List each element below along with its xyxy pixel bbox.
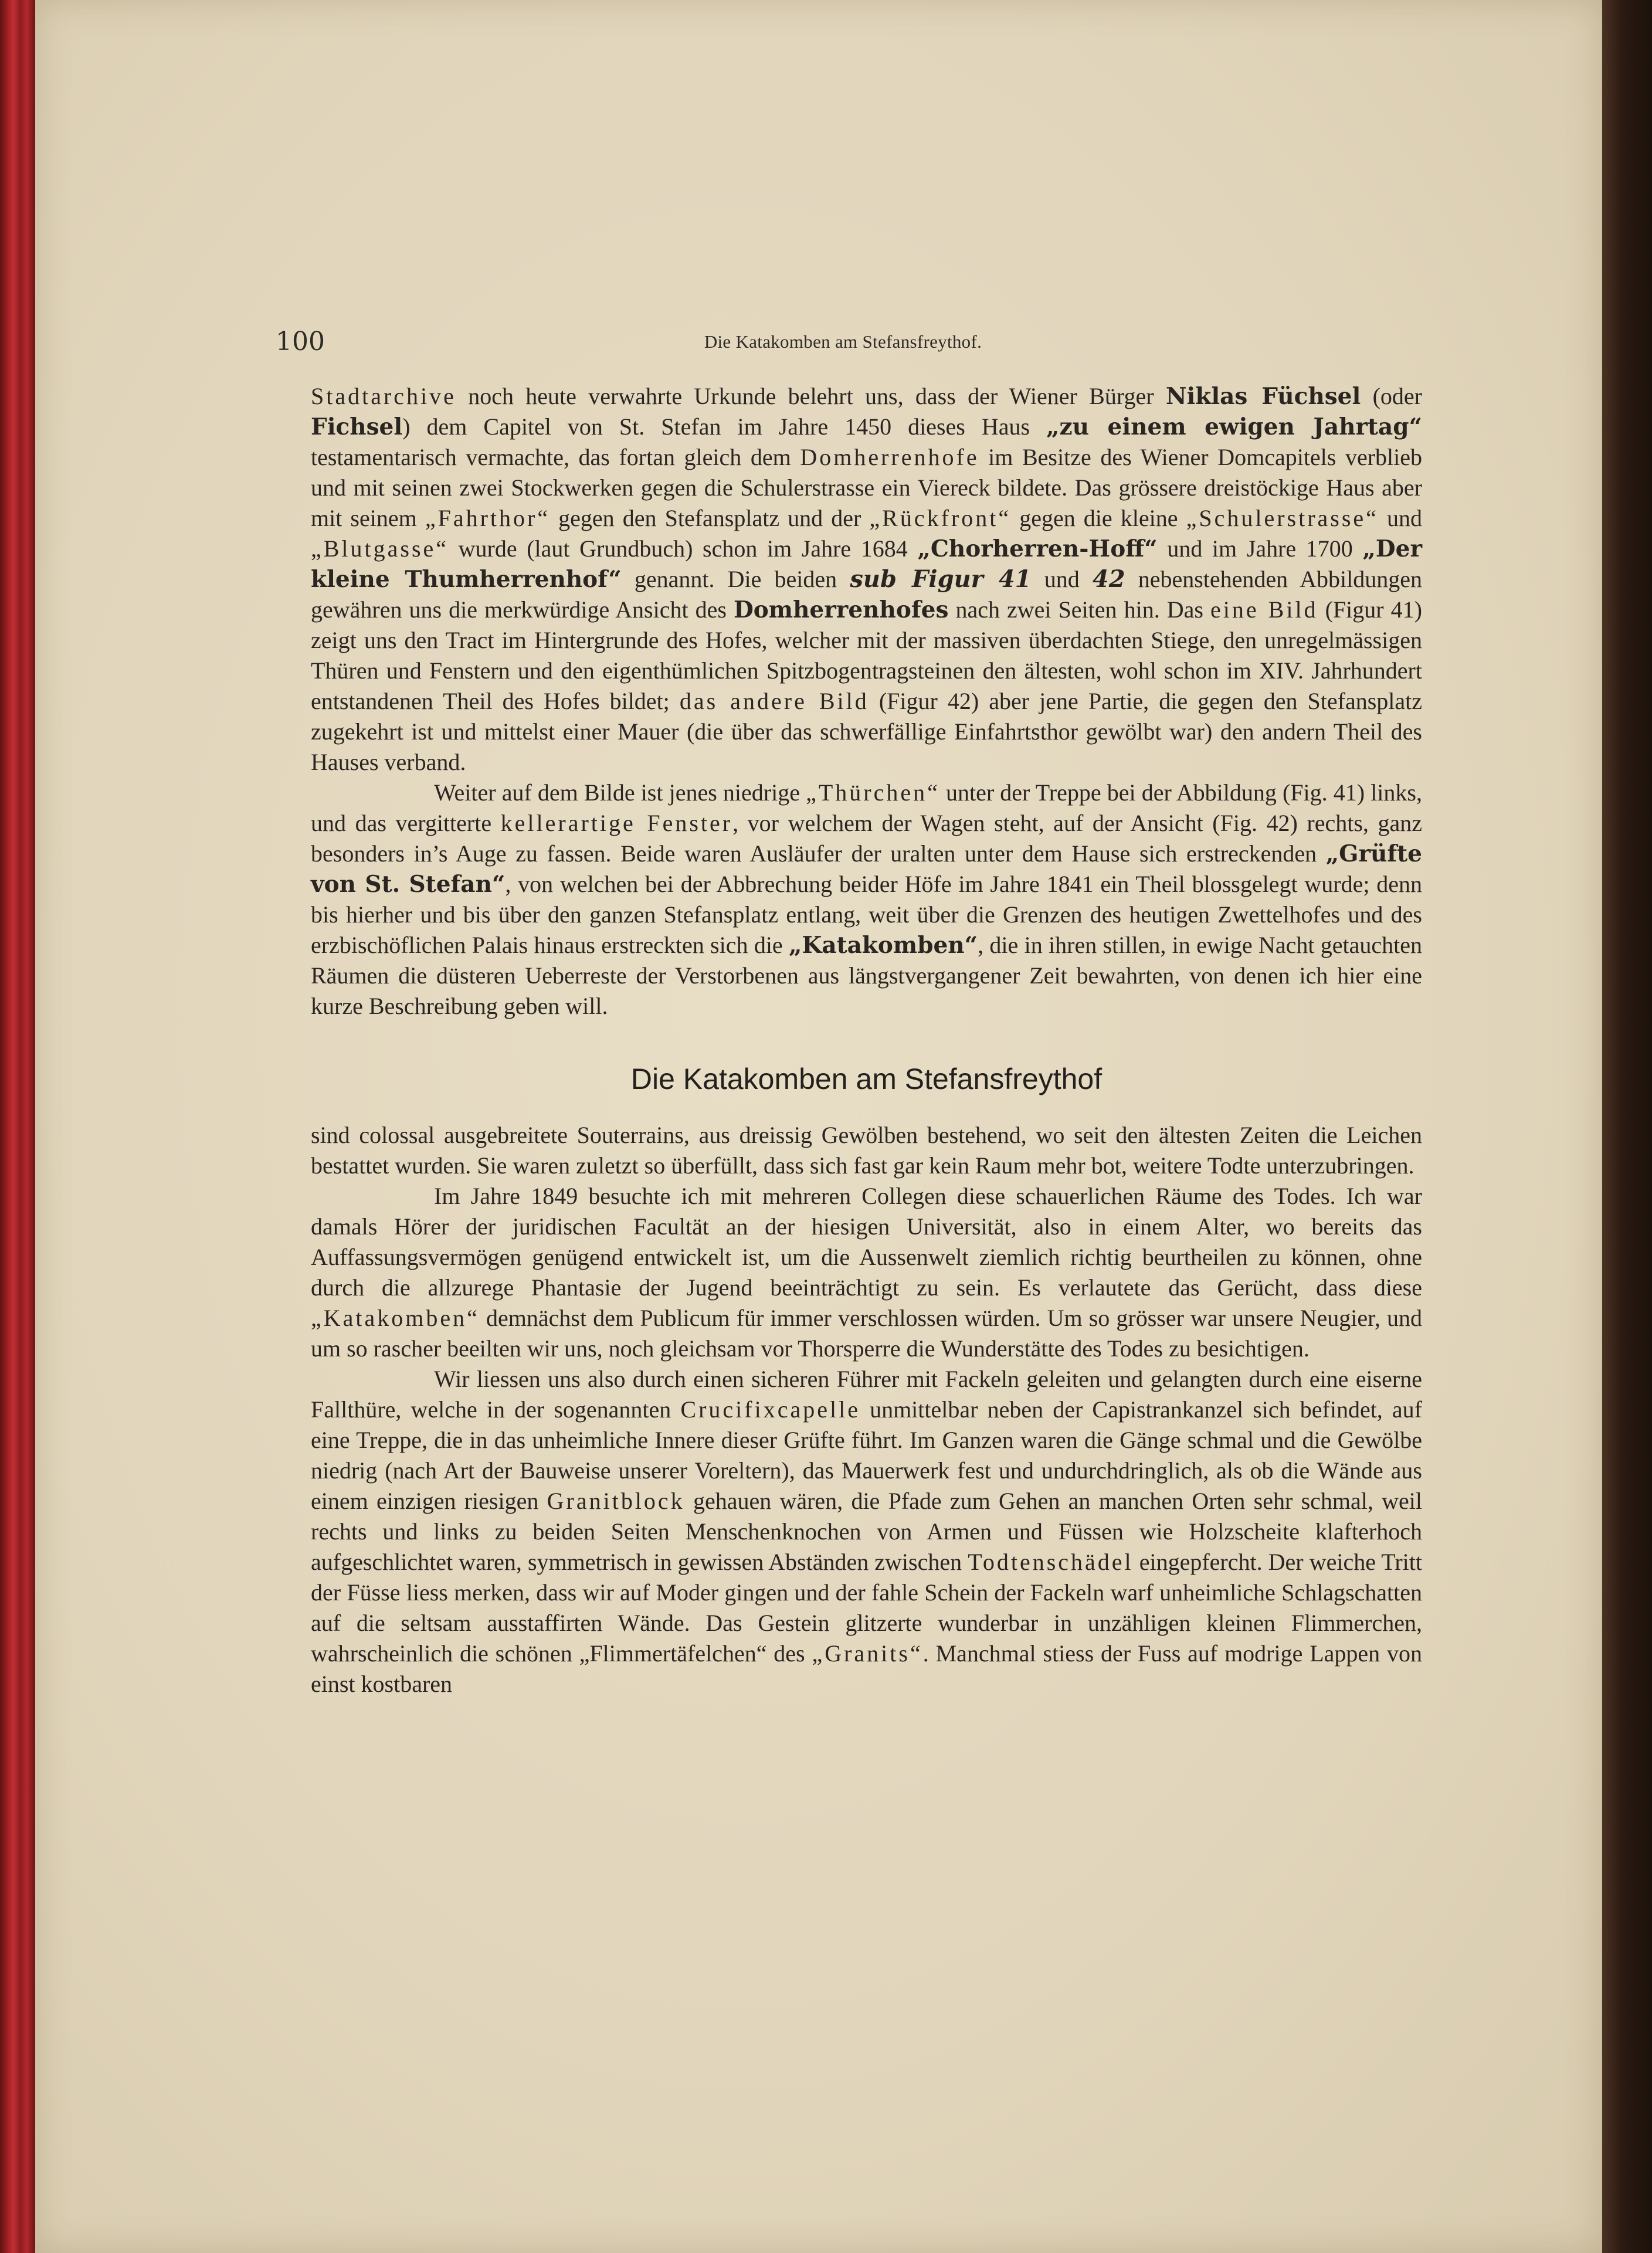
text-span: genannt. Die beiden (621, 566, 850, 592)
text-span: gegen den Stefansplatz und der (550, 505, 870, 531)
text-span: gehauen wären, die Pfade zum Gehen an manchen Orten sehr schmal, weil rechts und links zu beiden Seiten Menschenknochen von Armen und Füssen wie Holzscheite klafterhoch aufgeschlichtet waren, symmetrisch in gewissen Abständen zwischen (311, 1488, 1422, 1575)
text-span: Wir liessen uns also durch einen sicheren Führer mit Fackeln geleiten und gelangten durch eine eiserne Fallthüre, welche in der sogenannten (311, 1366, 1422, 1423)
figure-reference: sub Figur 41 (850, 565, 1032, 593)
spaced-term: Granitblock (547, 1488, 685, 1514)
spaced-term: Todtenschädel (968, 1549, 1134, 1575)
spaced-term: Crucifixcapelle (680, 1396, 860, 1423)
paragraph (311, 1120, 1422, 1181)
page-header (276, 321, 1410, 362)
text-span: im Besitze des Wiener Domcapitels verblieb und mit seinen zwei Stockwerken gegen die Schulerstrasse ein Viereck bildete. Das grössere dreistöckige Haus aber mit seinem (311, 444, 1423, 531)
text-span: noch heute verwahrte Urkunde belehrt uns, dass der Wiener Bürger (456, 383, 1166, 409)
text-span: sind colossal ausgebreitete Souterrains, aus dreissig Gewölben bestehend, wo seit den ältesten Zeiten die Leichen bestattet wurden. Sie waren zuletzt so überfüllt, dass sich fast gar kein Raum mehr bot, weitere Todte unterzubringen. (311, 1122, 1422, 1179)
text-span: , die in ihren stillen, in ewige Nacht getauchten Räumen die düsteren Ueberreste der Verstorbenen aus längstvergangener Zeit bewahrten, von denen ich hier eine kurze Beschreibung geben will. (311, 932, 1423, 1019)
spaced-term: „Fahrthor“ (425, 505, 551, 531)
fraktur-name: Fichsel (311, 413, 403, 440)
spaced-term: „Granits“ (812, 1640, 923, 1667)
text-span: gegen die kleine (1011, 505, 1186, 531)
text-span: nach zwei Seiten hin. Das (948, 596, 1210, 623)
text-span: unmittelbar neben der Capistrankanzel sich befindet, auf eine Treppe, die in das unheimliche Innere dieser Grüfte führt. Im Ganzen waren die Gänge schmal und die Gewölbe niedrig (nach Art der Bauweise unserer Voreltern), das Mauerwerk fest und undurchdringlich, als ob die Wände aus einem einzigen riesigen (311, 1396, 1422, 1514)
text-span: (Figur 42) aber jene Partie, die gegen den Stefansplatz zugekehrt ist und mittelst einer Mauer (die über das schwerfällige Einfahrtsthor gewölbt war) den andern Theil des Hauses verband. (311, 688, 1423, 775)
spaced-term: „Thürchen“ (806, 779, 940, 806)
text-span: eingepfercht. Der weiche Tritt der Füsse liess merken, dass wir auf Moder gingen und der fahle Schein der Fackeln warf unheimliche Schlagschatten auf die seltsam ausstaffirten Wände. Das Gestein glitzerte wunderbar in unzähligen kleinen Flimmerchen, wahrscheinlich die schönen „Flimmertäfelchen“ des (311, 1549, 1422, 1667)
fraktur-name: Niklas Füchsel (1165, 383, 1361, 410)
spaced-term: „Schulerstrasse“ (1186, 505, 1379, 531)
text-span: ) dem Capitel von St. Stefan im Jahre 1450 dieses Haus (402, 413, 1047, 440)
dark-page-edge (1602, 0, 1652, 2253)
text-span: , vor welchem der Wagen steht, auf der Ansicht (Fig. 42) rechts, ganz besonders in’s Auge zu fassen. Beide waren Ausläufer der uralten unter dem Hause sich erstreckenden (311, 810, 1422, 867)
paragraph (311, 1364, 1422, 1699)
text-span: und (1031, 566, 1093, 592)
paragraph (311, 778, 1422, 1022)
fraktur-phrase: „zu einem ewigen Jahrtag“ (1046, 413, 1423, 440)
figure-reference: 42 (1092, 565, 1125, 593)
text-span: wurde (laut Grundbuch) schon im Jahre 1684 (449, 535, 918, 562)
spaced-term: kellerartige Fenster (500, 810, 733, 836)
spaced-term: eine Bild (1210, 596, 1318, 623)
text-span: unter der Treppe bei der Abbildung (Fig. 41) links, und das vergitterte (311, 779, 1422, 836)
body-text (311, 381, 1422, 1699)
text-span: . Manchmal stiess der Fuss auf modrige Lappen von einst kostbaren (311, 1640, 1422, 1697)
fraktur-phrase: „Katakomben“ (789, 932, 978, 959)
fraktur-phrase: „Grüfte von St. Stefan“ (311, 840, 1422, 898)
paragraph (311, 381, 1422, 778)
text-span: Weiter auf dem Bilde ist jenes niedrige (434, 779, 806, 806)
fraktur-phrase: „Der kleine Thumherrenhof“ (311, 535, 1422, 593)
fraktur-name: Domherrenhofes (733, 596, 949, 623)
text-span: , von welchen bei der Abbrechung beider Höfe im Jahre 1841 ein Theil blossgelegt wurde; denn bis hierher und bis über den ganzen Stefansplatz entlang, weit über die Grenzen des heutigen Zwettelhofes und des erzbischöflichen Palais hinaus erstreckten sich die (311, 871, 1422, 958)
spaced-term: „Rückfront“ (869, 505, 1012, 531)
section-title: Die Katakomben am Stefansfreythof (630, 1063, 1103, 1095)
text-span: und im Jahre 1700 (1157, 535, 1363, 562)
text-span: demnächst dem Publicum für immer verschlossen würden. Um so grösser war unsere Neugier, und um so rascher beeilten wir uns, noch gleichsam vor Thorsperre die Wunderstätte des Todes zu besichtigen. (311, 1305, 1422, 1362)
red-book-edge (0, 0, 35, 2253)
text-span: (Figur 41) zeigt uns den Tract im Hintergrunde des Hofes, welcher mit der massiven überdachten Stiege, den unregelmässigen Thüren und Fenstern und den eigenthümlichen Spitzbogentragsteinen den ältesten, wohl schon im XIV. Jahrhundert entstandenen Theil des Hofes bildet; (311, 596, 1422, 714)
page-number: 100 (276, 327, 325, 357)
text-span: Stadtarchive (311, 383, 456, 409)
running-head: Die Katakomben am Stefansfreythof. (704, 331, 982, 352)
spaced-term: das andere Bild (679, 688, 869, 714)
fraktur-phrase: „Chorherren-Hoff“ (917, 535, 1158, 562)
text-span: (oder (1361, 383, 1422, 409)
paragraph (311, 1181, 1422, 1364)
spaced-term: „Blutgasse“ (311, 535, 449, 562)
spaced-term: Domherrenhofe (800, 444, 979, 470)
text-span: nebenstehenden Abbildungen gewähren uns die merkwürdige Ansicht des (311, 566, 1423, 623)
text-span: und (1378, 505, 1423, 531)
text-span: testamentarisch vermachte, das fortan gleich dem (311, 444, 800, 470)
text-span: Im Jahre 1849 besuchte ich mit mehreren Collegen diese schauerlichen Räume des Todes. Ich war damals Hörer der juridischen Facultät an der hiesigen Universität, also in einem Alter, wo bereits das Auffassungsvermögen genügend entwickelt ist, um die Aussenwelt ziemlich richtig beurtheilen zu können, ohne durch die allzurege Phantasie der Jugend beeinträchtigt zu sein. Es verlautete das Gerücht, dass diese (311, 1183, 1422, 1301)
spaced-term: „Katakomben“ (311, 1305, 480, 1331)
